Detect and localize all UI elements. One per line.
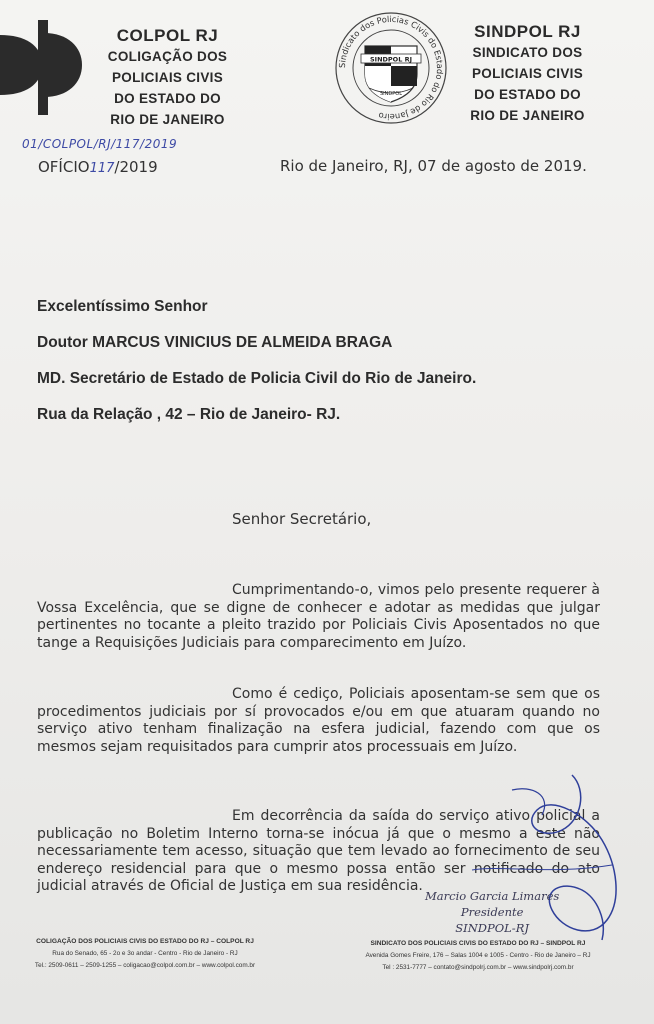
paragraph-text: Cumprimentando-o, vimos pelo presente requerer à Vossa Excelência, que se digne de conhecer e adotar as medidas que julgar pertinentes no tocante a pleito trazido por Policiais Civis Aposentados no que tange a Requisições Judiciais para comparecimento em Juízo. [37, 582, 600, 651]
date-line: Rio de Janeiro, RJ, 07 de agosto de 2019. [280, 157, 587, 175]
colpol-abbrev: COLPOL RJ [116, 26, 219, 45]
colpol-line: POLICIAIS CIVIS [111, 70, 224, 85]
signature-name: Marcio Garcia Limares [425, 889, 560, 903]
body-paragraph [37, 582, 600, 652]
footer-address: Avenida Gomes Freire, 176 – Salas 1004 e 1005 - Centro - Rio de Janeiro – RJ [365, 952, 591, 959]
oficio-prefix: OFÍCIO [38, 158, 90, 176]
sindpol-header [455, 22, 600, 126]
footer-title: SINDICATO DOS POLICIAIS CIVIS DO ESTADO DO RJ – SINDPOL RJ [370, 940, 586, 947]
addressee-line: Rua da Relação , 42 – Rio de Janeiro- RJ. [37, 406, 341, 423]
signature-role: Presidente [460, 905, 524, 919]
handwritten-reference: 01/COLPOL/RJ/117/2019 [22, 137, 178, 151]
paragraph-text: Como é cediço, Policiais aposentam-se sem que os procedimentos judiciais por sí provocados e/ou em que atuaram quando no serviço ativo tenham finalização na esfera judicial, fazendo com que os mesmos sejam requisitados para cumprir atos processuais em Juízo. [37, 686, 600, 755]
body-paragraph [37, 686, 600, 756]
footer-sindpol [333, 938, 623, 974]
sindpol-line: DO ESTADO DO [474, 87, 581, 102]
addressee-line: MD. Secretário de Estado de Policia Civil do Rio de Janeiro. [37, 370, 477, 387]
sindpol-line: POLICIAIS CIVIS [471, 66, 584, 81]
colpol-line: RIO DE JANEIRO [110, 112, 225, 127]
footer-colpol [5, 936, 285, 972]
footer-contact: Tel : 2531-7777 – contato@sindpolrj.com.br – www.sindpolrj.com.br [382, 964, 574, 971]
seal-ring-text: Sindicato dos Policias Civis do Estado do Rio de Janeiro [336, 13, 446, 123]
seal-bottom-text: SINDPOL [380, 91, 402, 97]
sindpol-seal [333, 10, 449, 126]
footer-contact: Tel.: 2509-0611 – 2509-1255 – coligacao@colpol.com.br – www.colpol.com.br [34, 962, 256, 969]
colpol-line: DO ESTADO DO [114, 91, 221, 106]
sindpol-line: RIO DE JANEIRO [470, 108, 585, 123]
seal-banner: SINDPOL RJ [369, 55, 413, 64]
footer-address: Rua do Senado, 65 - 2o e 3o andar - Centro - Rio de Janeiro - RJ [52, 950, 238, 957]
signature-block [425, 888, 559, 936]
colpol-logo [0, 15, 85, 115]
paragraph-text: Em decorrência da saída do serviço ativo policial a publicação no Boletim Interno torna-se inócua já que o mesmo a este não necessariamente tem acesso, situação que tem levado ao fornecimento de seu endereço residencial para que o mesmo possa então ser notificado do ato judicial através de Oficial de Justiça em sua residência. [37, 808, 600, 894]
salutation: Senhor Secretário, [232, 510, 372, 528]
oficio-number [38, 158, 158, 176]
colpol-header [100, 26, 235, 130]
footer-title: COLIGAÇÃO DOS POLICIAIS CIVIS DO ESTADO DO RJ – COLPOL RJ [36, 938, 254, 945]
oficio-handwritten-number: 117 [89, 161, 115, 176]
sindpol-abbrev: SINDPOL RJ [474, 22, 581, 41]
colpol-line: COLIGAÇÃO DOS [107, 49, 228, 64]
addressee-line: Doutor MARCUS VINICIUS DE ALMEIDA BRAGA [37, 334, 393, 351]
addressee-line: Excelentíssimo Senhor [37, 298, 208, 315]
sindpol-line: SINDICATO DOS [472, 45, 583, 60]
signature-org: SINDPOL-RJ [455, 921, 529, 935]
oficio-suffix: /2019 [114, 158, 158, 176]
